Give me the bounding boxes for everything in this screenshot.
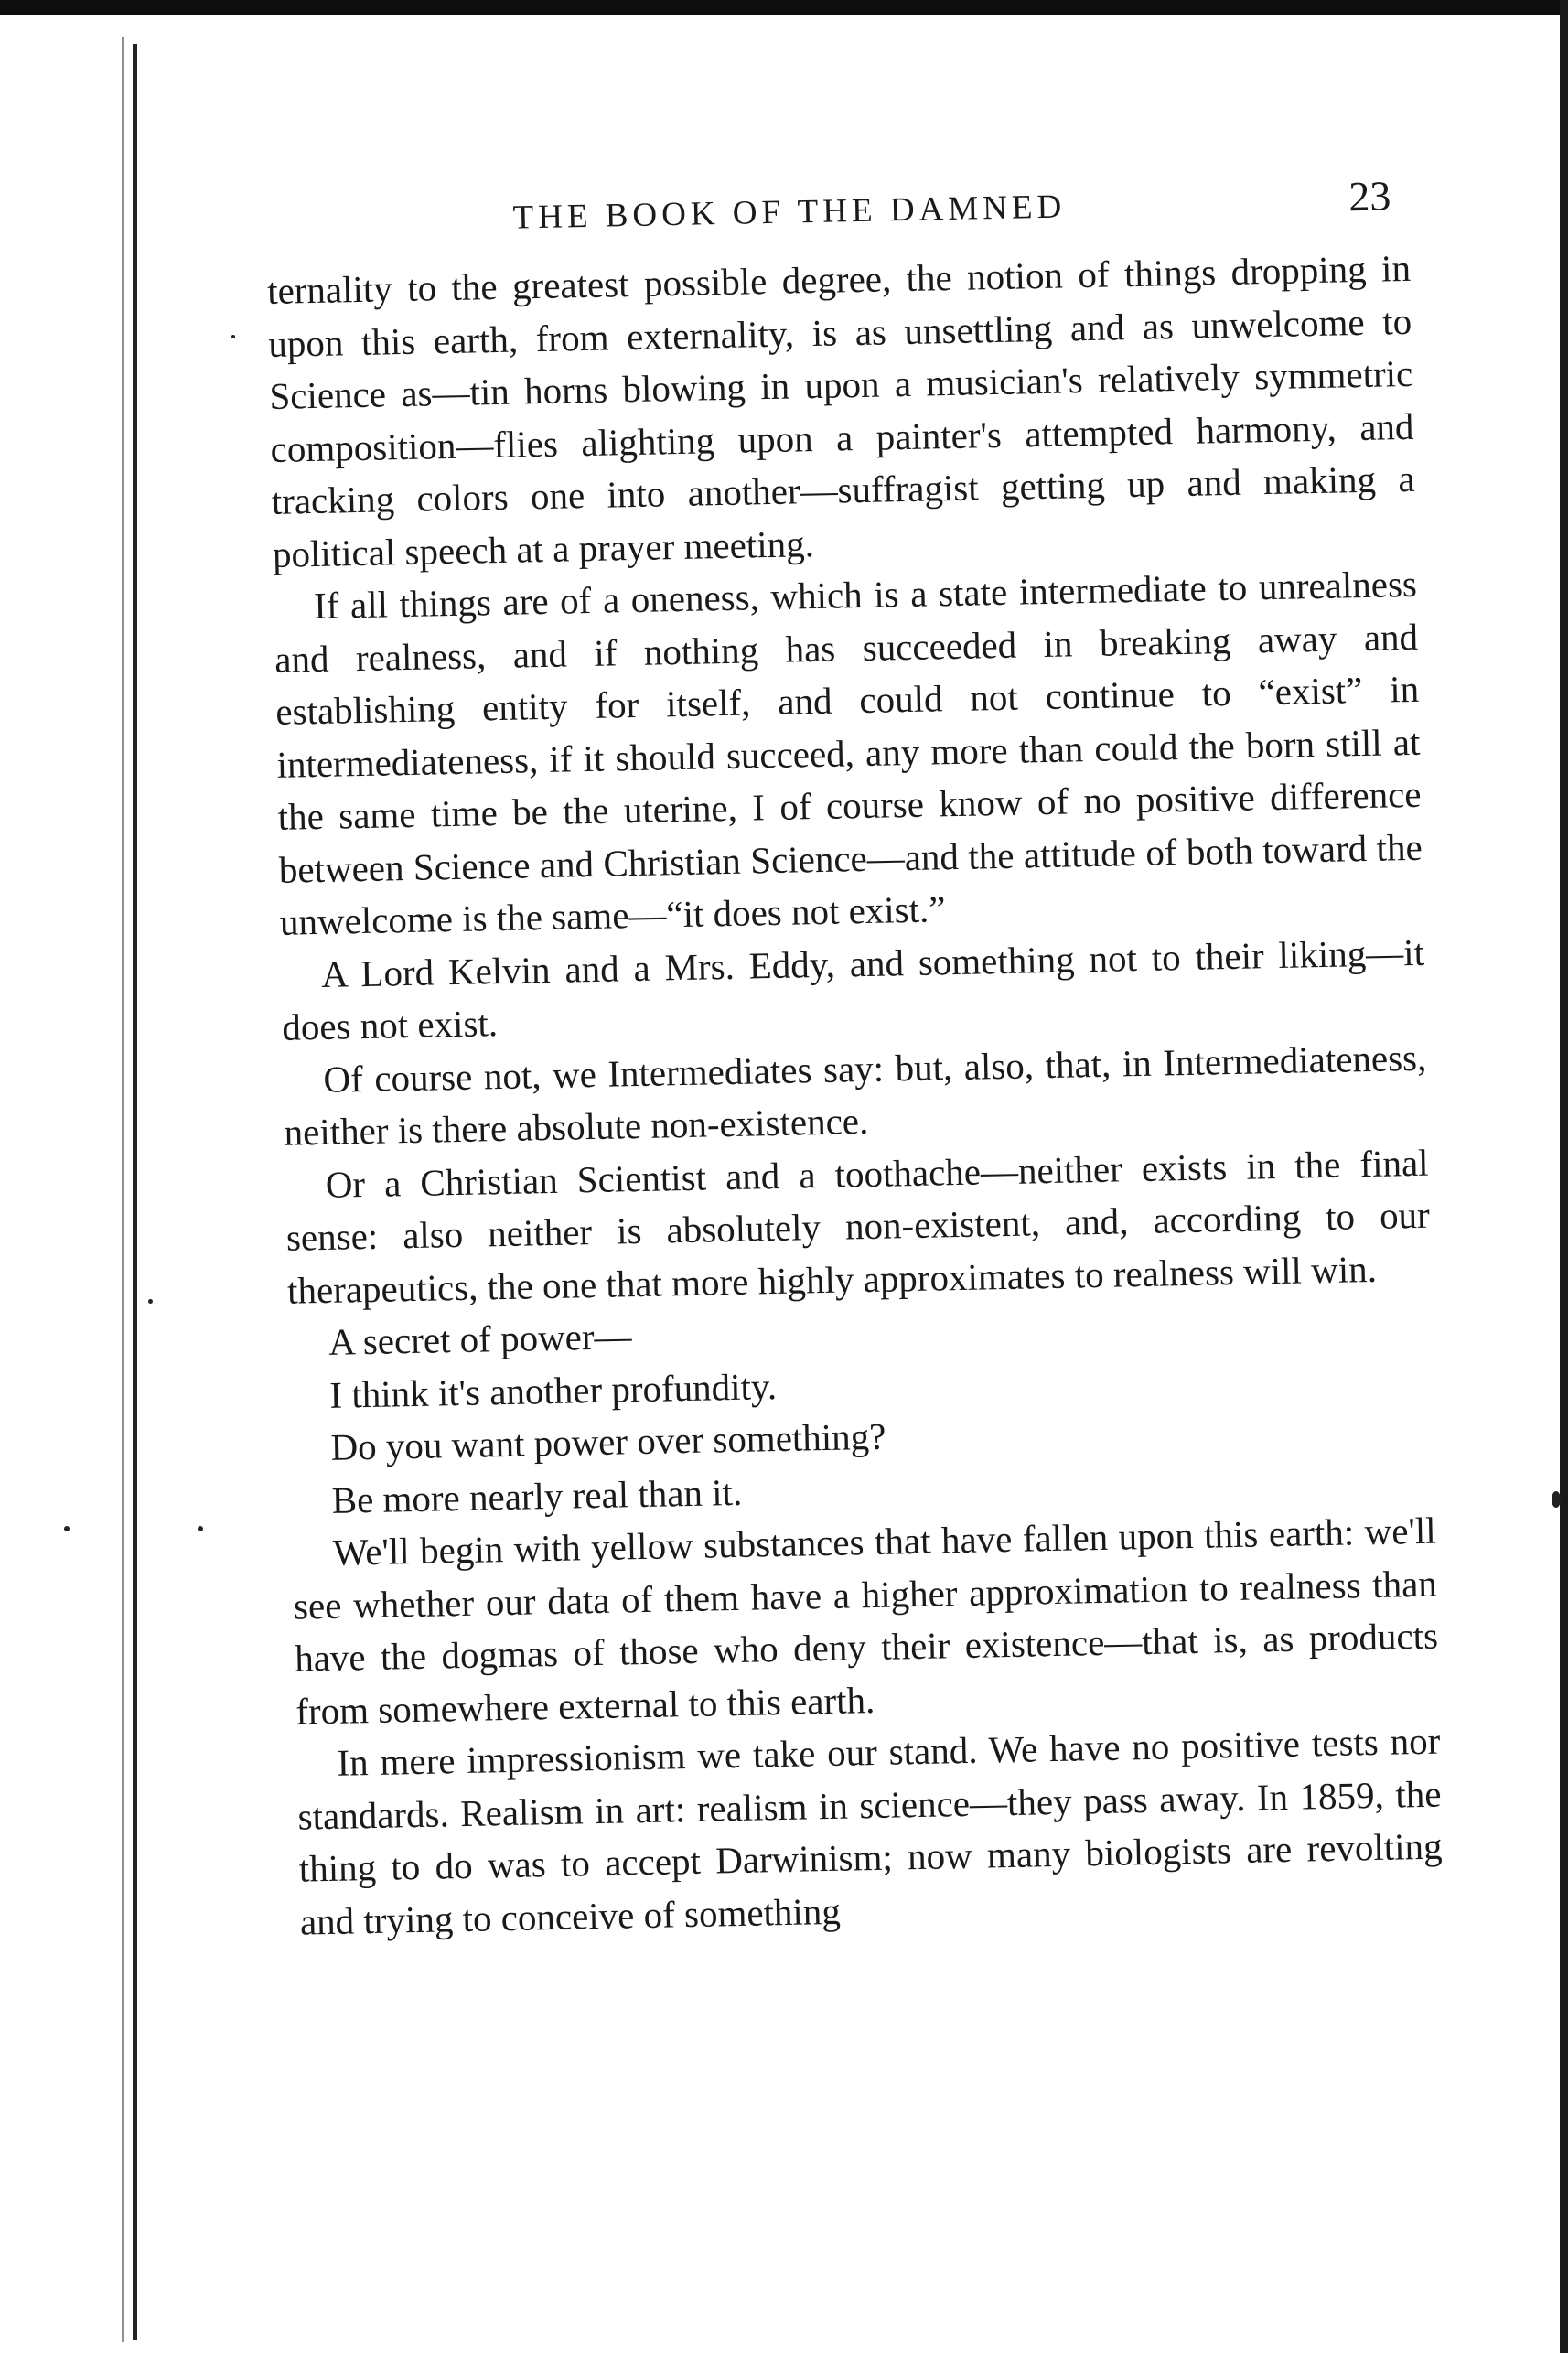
paragraph: If all things are of a oneness, which is a state intermediate to unrealness and realness, and if nothing has succeeded in breaking away and establishing entity for itself, and could not continue to “exist” in intermediateness, if it should succeed, any more than could the born still at the same time be the uterine, I of course know of no positive difference between Science and Christian Science—and the attitude of both toward the unwelcome is the same—“it does not exist.” bbox=[274, 562, 1423, 943]
scan-speck bbox=[148, 1299, 153, 1304]
book-page bbox=[265, 169, 1444, 1949]
paragraph: A secret of power— bbox=[328, 1315, 632, 1363]
scan-top-border bbox=[0, 0, 1568, 15]
paragraph: Of course not, we Intermediates say: but, also, that, in Intermediateness, neither is there absolute non-existence. bbox=[284, 1036, 1427, 1154]
scan-speck bbox=[231, 335, 235, 338]
running-title: THE BOOK OF THE DAMNED bbox=[512, 188, 1067, 237]
binding-shadow bbox=[122, 37, 124, 2342]
scan-speck bbox=[64, 1526, 70, 1531]
page-number: 23 bbox=[1348, 172, 1391, 220]
paragraph: Be more nearly real than it. bbox=[331, 1470, 743, 1521]
scan-speck bbox=[1552, 1491, 1561, 1508]
binding-gutter-line bbox=[133, 44, 137, 2340]
paragraph: We'll begin with yellow substances that have fallen upon this earth: we'll see whether our data of them have a higher approximation to realness than have the dogmas of those who deny their existence—that is, as products from somewhere external to this earth. bbox=[293, 1509, 1439, 1733]
paragraph: Or a Christian Scientist and a toothache—neither exists in the final sense: also neither is absolutely non-existent, and, according to our therapeutics, the one that more highly approximates to realness will win. bbox=[285, 1141, 1431, 1312]
paragraph: Do you want power over something? bbox=[330, 1414, 886, 1468]
scan-right-border bbox=[1560, 0, 1568, 2353]
paragraph: A Lord Kelvin and a Mrs. Eddy, and something not to their liking—it does not exist. bbox=[281, 930, 1425, 1048]
paragraph: In mere impressionism we take our stand. We have no positive tests nor standards. Realism in art: realism in science—they pass away. In 1859, the thing to do was to accept Darwinism; now many biologists are revolting and trying to conceive of something bbox=[297, 1719, 1443, 1943]
paragraph: ternality to the greatest possible degree, the notion of things dropping in upon this earth, from externality, is as unsettling and as unwelcome to Science as—tin horns blowing in upon a musician's relatively symmetric composition—flies alighting upon a painter's attempted harmony, and tracking colors one into another—suffragist getting up and making a political speech at a prayer meeting. bbox=[266, 246, 1415, 575]
scan-speck bbox=[198, 1526, 203, 1531]
paragraph: I think it's another profundity. bbox=[328, 1364, 778, 1416]
body-text bbox=[267, 242, 1444, 1949]
